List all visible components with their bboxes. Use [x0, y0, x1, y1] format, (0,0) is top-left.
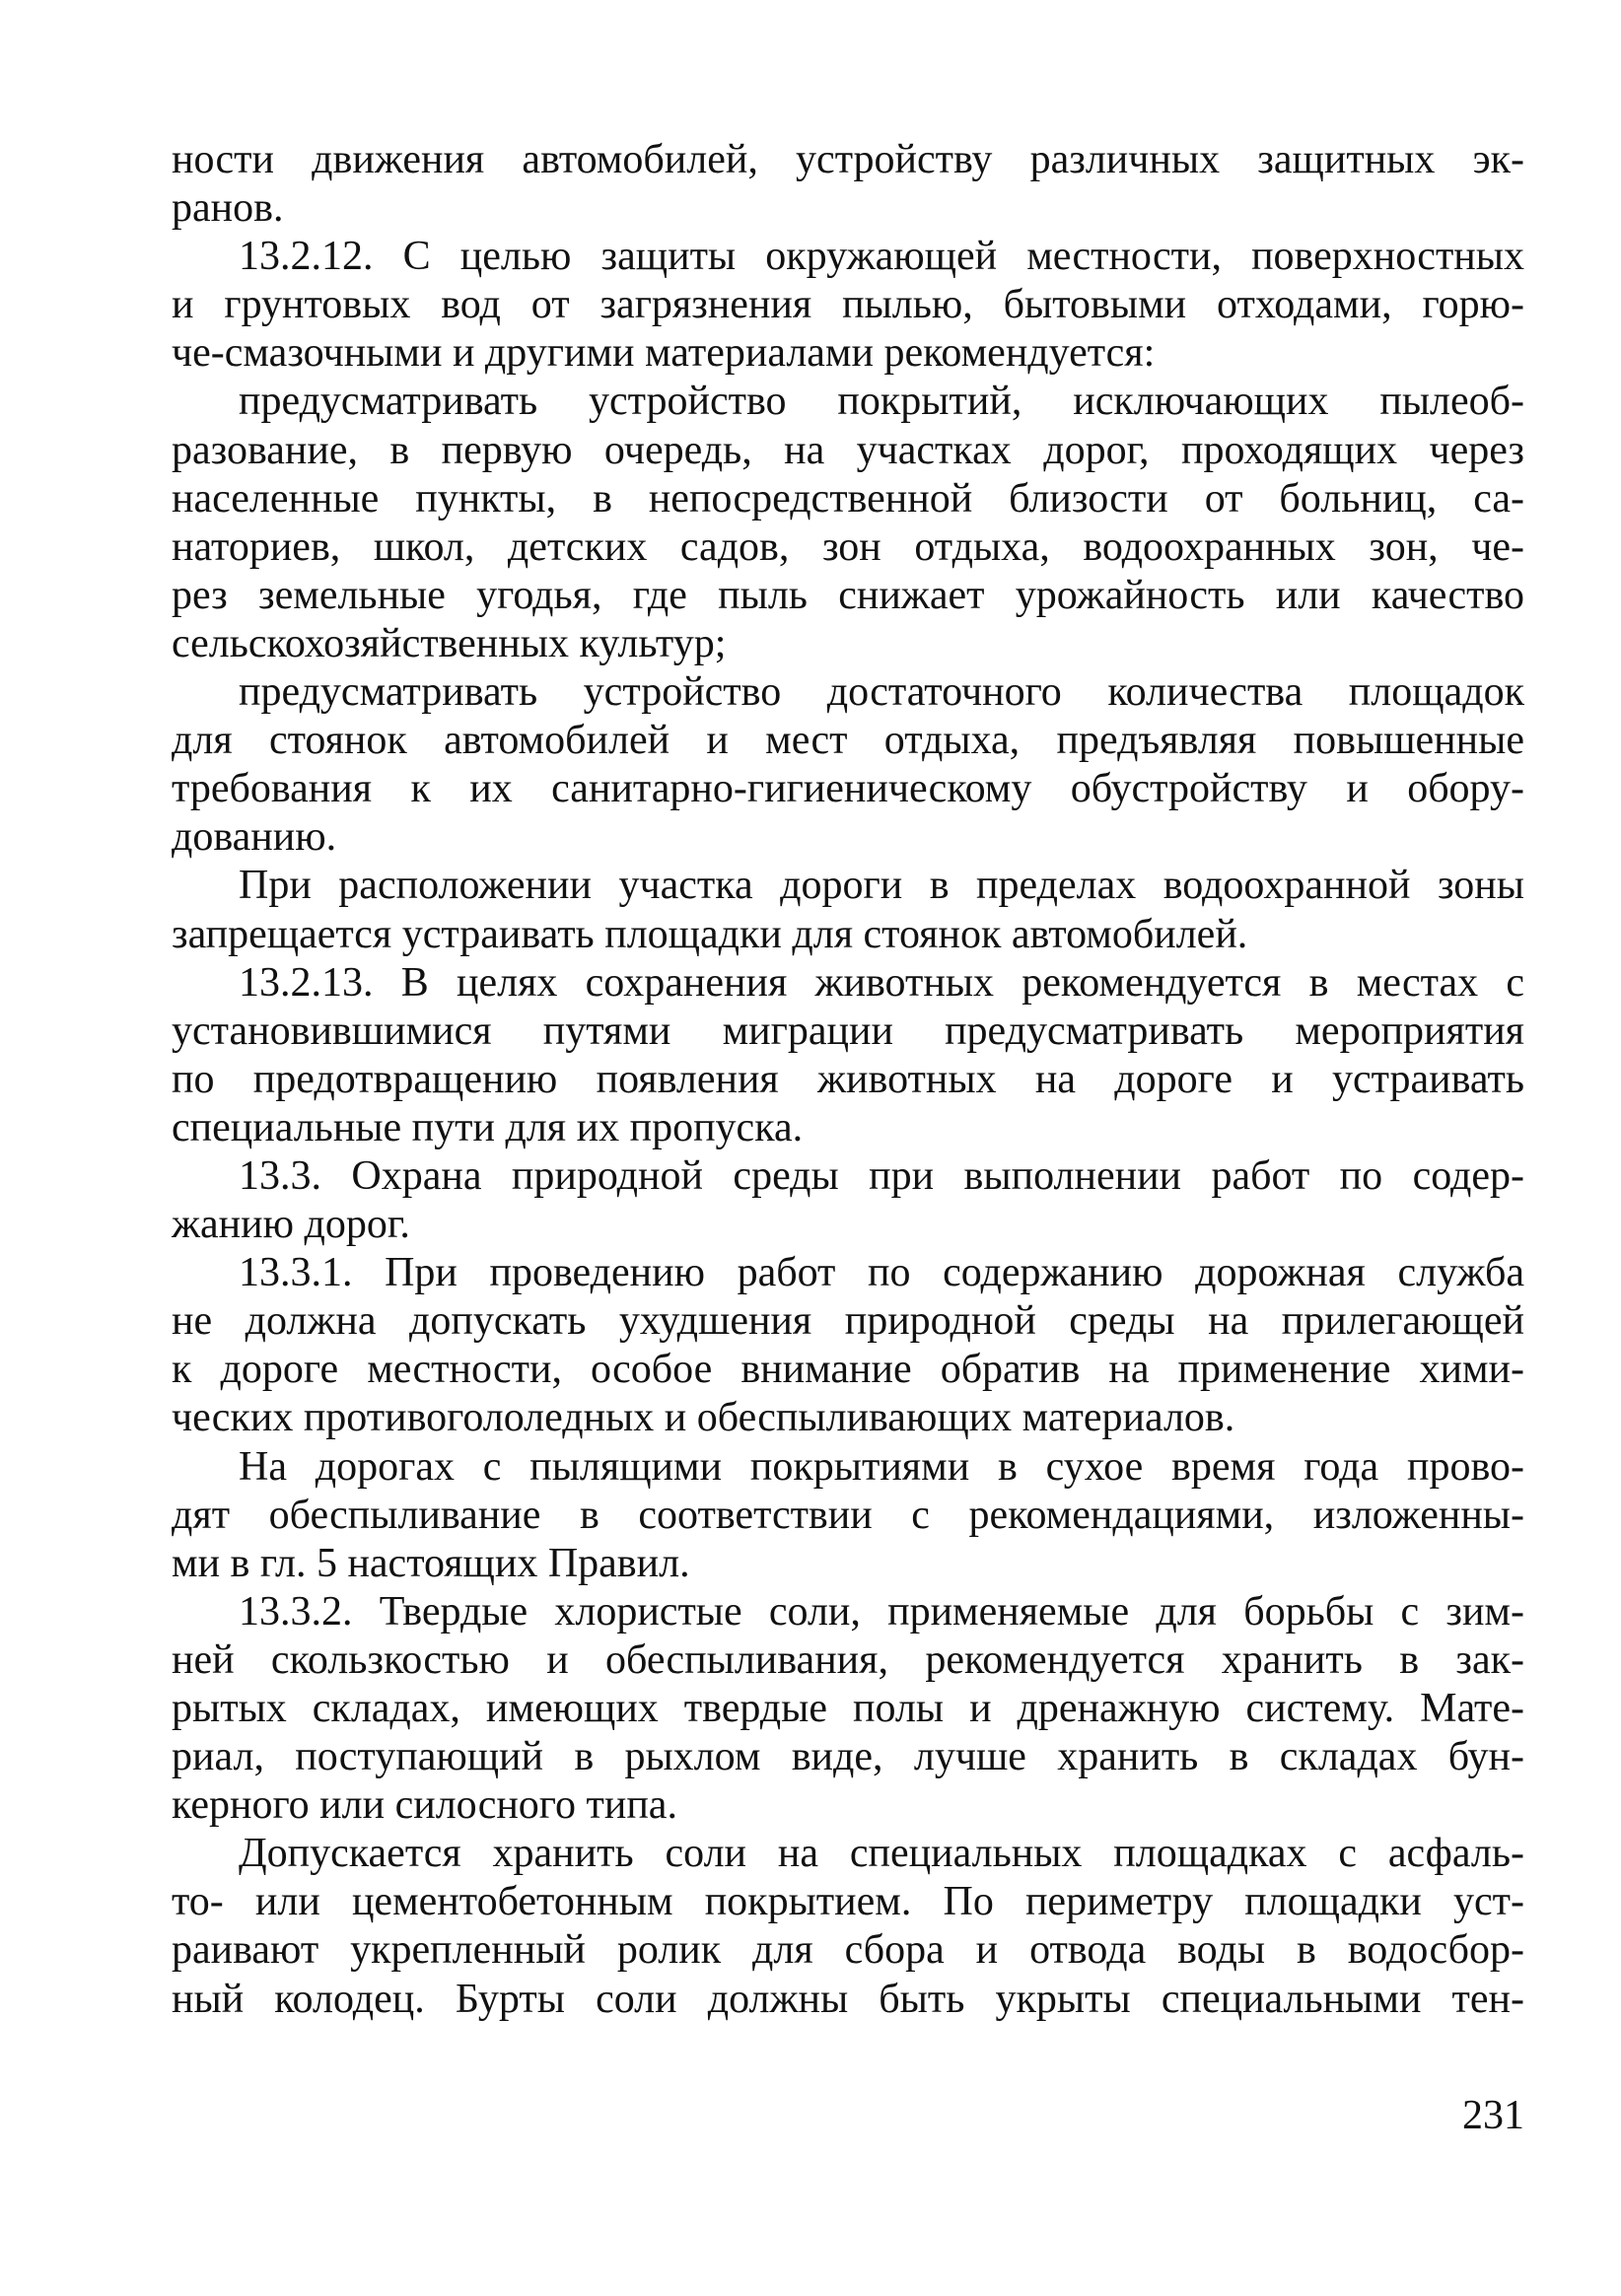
text-line: дованию.	[172, 814, 337, 861]
text-line: по предотвращению появления животных на дороге и устраивать	[172, 1056, 1524, 1102]
text-line: рез земельные угодья, где пыль снижает урожайность или качество	[172, 572, 1524, 618]
text-line: запрещается устраивать площадки для стоянок автомобилей.	[172, 911, 1248, 957]
text-line: требования к их санитарно-гигиеническому обустройству и обору-	[172, 766, 1524, 812]
text-line: ранов.	[172, 185, 284, 232]
text-line: ней скользкостью и обеспыливания, рекомендуется хранить в зак-	[172, 1636, 1524, 1683]
text-line: раивают укрепленный ролик для сбора и отвода воды в водосбор-	[172, 1927, 1524, 1974]
text-line: Допускается хранить соли на специальных площадках с асфаль-	[239, 1831, 1524, 1877]
text-line: керного или силосного типа.	[172, 1782, 677, 1829]
text-line: ный колодец. Бурты соли должны быть укрыты специальными тен-	[172, 1976, 1524, 2022]
text-line: предусматривать устройство покрытий, исключающих пылеоб-	[239, 379, 1524, 425]
text-line: ми в гл. 5 настоящих Правил.	[172, 1540, 690, 1586]
text-line: не должна допускать ухудшения природной среды на прилегающей	[172, 1298, 1524, 1345]
text-line: сельскохозяйственных культур;	[172, 620, 727, 666]
text-line: специальные пути для их пропуска.	[172, 1104, 804, 1150]
text-line: наториев, школ, детских садов, зон отдыха, водоохранных зон, че-	[172, 523, 1524, 570]
text-line: населенные пункты, в непосредственной близости от больниц, са-	[172, 475, 1524, 522]
text-line: 13.3.1. При проведению работ по содержанию дорожная служба	[239, 1250, 1524, 1296]
text-line: и грунтовых вод от загрязнения пылью, бытовыми отходами, горю-	[172, 282, 1524, 328]
body-text	[172, 136, 1524, 2024]
text-line: то- или цементобетонным покрытием. По периметру площадки уст-	[172, 1879, 1524, 1925]
text-line: предусматривать устройство достаточного количества площадок	[239, 669, 1524, 716]
text-line: ческих противогололедных и обеспыливающих материалов.	[172, 1395, 1235, 1441]
text-line: 13.3. Охрана природной среды при выполнении работ по содер-	[239, 1152, 1524, 1199]
text-line: для стоянок автомобилей и мест отдыха, предъявляя повышенные	[172, 718, 1524, 764]
text-line: рытых складах, имеющих твердые полы и дренажную систему. Мате-	[172, 1686, 1524, 1731]
text-line: че-смазочными и другими материалами рекомендуется:	[172, 330, 1156, 377]
text-line: 13.2.12. С целью защиты окружающей местности, поверхностных	[239, 234, 1524, 280]
page-number: 231	[1462, 2093, 1524, 2138]
text-line: 13.3.2. Твердые хлористые соли, применяемые для борьбы с зим-	[239, 1588, 1524, 1635]
text-line: к дороге местности, особое внимание обратив на применение хими-	[172, 1347, 1524, 1393]
text-line: жанию дорог.	[172, 1202, 410, 1248]
text-line: риал, поступающий в рыхлом виде, лучше хранить в складах бун-	[172, 1734, 1524, 1780]
text-line: ности движения автомобилей, устройству различных защитных эк-	[172, 137, 1524, 182]
text-line: разование, в первую очередь, на участках дорог, проходящих через	[172, 427, 1524, 473]
text-line: На дорогах с пылящими покрытиями в сухое время года прово-	[239, 1443, 1524, 1490]
text-line: дят обеспыливание в соответствии с рекомендациями, изложенны-	[172, 1492, 1524, 1538]
text-line: установившимися путями миграции предусматривать мероприятия	[172, 1008, 1524, 1054]
text-line: При расположении участка дороги в пределах водоохранной зоны	[239, 863, 1524, 909]
text-line: 13.2.13. В целях сохранения животных рекомендуется в местах с	[239, 959, 1524, 1006]
